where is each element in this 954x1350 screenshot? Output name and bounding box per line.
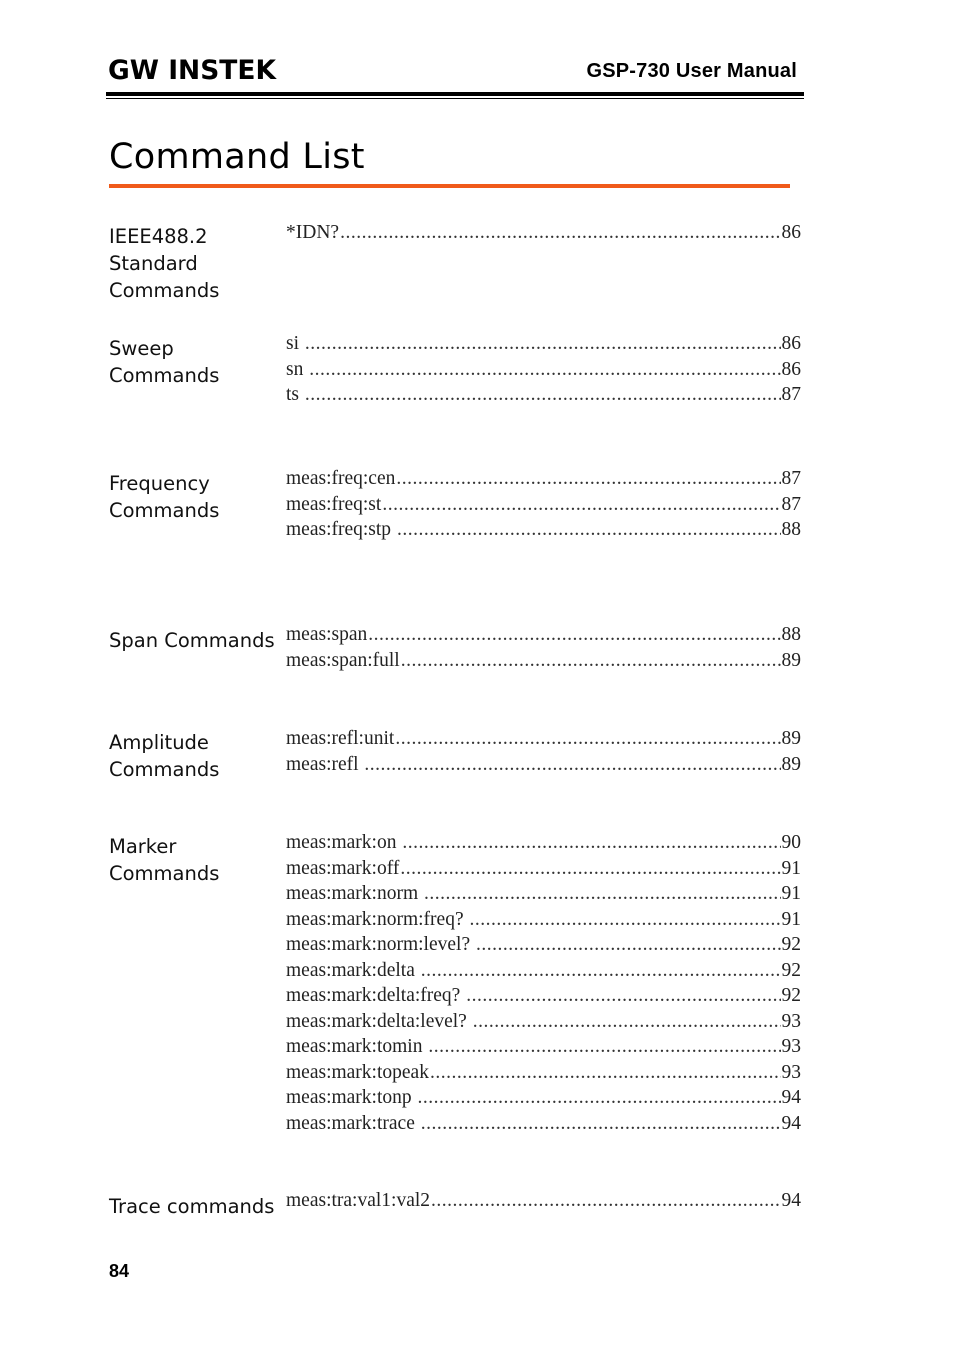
command-name: meas:mark:norm xyxy=(286,883,424,904)
command-name: meas:freq:cen xyxy=(286,468,396,489)
dot-leader xyxy=(430,1062,781,1084)
toc-entry[interactable] xyxy=(286,985,801,1011)
page-reference: 91 xyxy=(781,883,801,904)
command-name: meas:mark:tomin xyxy=(286,1036,428,1057)
command-name: meas:mark:topeak xyxy=(286,1061,429,1083)
toc-entry[interactable] xyxy=(286,728,801,754)
toc-entry[interactable] xyxy=(286,1011,801,1037)
entry-list-sweep xyxy=(286,333,801,410)
page-reference: 89 xyxy=(781,728,801,749)
command-name: sn xyxy=(286,358,309,380)
toc-entry[interactable] xyxy=(286,934,801,960)
command-name: meas:mark:trace xyxy=(286,1112,420,1134)
command-name: meas:mark:on xyxy=(286,832,402,853)
command-name: meas:tra:val1:val2 xyxy=(286,1190,431,1211)
page-reference: 86 xyxy=(781,333,801,354)
command-name: *IDN? xyxy=(286,222,340,243)
dot-leader xyxy=(382,494,780,516)
page-reference: 87 xyxy=(781,384,801,405)
dot-leader xyxy=(473,1011,781,1033)
toc-entry[interactable] xyxy=(286,1087,801,1113)
group-label-frequency: Frequency Commands xyxy=(109,472,220,522)
dot-leader xyxy=(400,858,780,880)
toc-entry[interactable] xyxy=(286,494,801,520)
toc-entry[interactable] xyxy=(286,1036,801,1062)
gw-instek-logo xyxy=(108,54,278,84)
dot-leader xyxy=(424,883,780,905)
page-reference: 94 xyxy=(781,1190,801,1211)
toc-entry[interactable] xyxy=(286,359,801,385)
page-reference: 87 xyxy=(781,493,801,515)
page-reference: 87 xyxy=(781,468,801,489)
toc-entry[interactable] xyxy=(286,858,801,884)
toc-entry[interactable] xyxy=(286,650,801,676)
dot-leader xyxy=(305,384,781,406)
page-reference: 92 xyxy=(781,985,801,1006)
group-label-ieee: IEEE488.2 Standard Commands xyxy=(109,225,220,302)
dot-leader xyxy=(476,934,781,956)
command-name: meas:freq:st xyxy=(286,493,382,515)
dot-leader xyxy=(368,624,780,646)
entry-list-trace xyxy=(286,1190,801,1216)
dot-leader xyxy=(395,728,780,750)
dot-leader xyxy=(466,985,780,1007)
dot-leader xyxy=(418,1087,781,1109)
dot-leader xyxy=(364,754,780,776)
manual-title: GSP-730 User Manual xyxy=(586,60,797,82)
page-reference: 88 xyxy=(781,624,801,645)
command-name: meas:refl xyxy=(286,753,364,775)
dot-leader xyxy=(402,832,780,854)
header-rule-thick xyxy=(106,92,804,96)
group-label-sweep: Sweep Commands xyxy=(109,337,220,387)
page-reference: 93 xyxy=(781,1010,801,1032)
toc-entry[interactable] xyxy=(286,519,801,545)
page-number: 84 xyxy=(109,1261,130,1281)
dot-leader xyxy=(469,909,780,931)
header-rule-thin xyxy=(106,98,804,99)
command-name: ts xyxy=(286,384,304,405)
page-reference: 93 xyxy=(781,1036,801,1057)
page-reference: 91 xyxy=(781,908,801,930)
group-label-trace: Trace commands xyxy=(109,1195,275,1218)
toc-entry[interactable] xyxy=(286,384,801,410)
dot-leader xyxy=(401,650,781,672)
toc-entry[interactable] xyxy=(286,1113,801,1139)
command-name: meas:span:full xyxy=(286,649,400,671)
page-reference: 94 xyxy=(781,1087,801,1108)
page-reference: 92 xyxy=(781,959,801,981)
group-label-span: Span Commands xyxy=(109,629,275,652)
entry-list-amplitude xyxy=(286,728,801,779)
dot-leader xyxy=(431,1190,780,1212)
command-name: meas:mark:norm:level? xyxy=(286,934,475,955)
page-reference: 89 xyxy=(781,753,801,775)
page-reference: 92 xyxy=(781,934,801,955)
toc-entry[interactable] xyxy=(286,883,801,909)
command-name: meas:mark:delta:freq? xyxy=(286,985,466,1006)
dot-leader xyxy=(421,1113,781,1135)
page-reference: 88 xyxy=(781,519,801,540)
page-reference: 94 xyxy=(781,1112,801,1134)
page-reference: 90 xyxy=(781,832,801,853)
toc-entry[interactable] xyxy=(286,960,801,986)
dot-leader xyxy=(428,1036,780,1058)
toc-entry[interactable] xyxy=(286,333,801,359)
page-reference: 86 xyxy=(781,222,801,243)
dot-leader xyxy=(396,468,780,490)
title-underline xyxy=(109,184,790,188)
toc-entry[interactable] xyxy=(286,909,801,935)
command-name: meas:mark:tonp xyxy=(286,1087,417,1108)
dot-leader xyxy=(305,333,781,355)
logo-mark xyxy=(108,54,278,84)
entry-list-marker xyxy=(286,832,801,1138)
dot-leader xyxy=(309,359,780,381)
command-name: meas:refl:unit xyxy=(286,728,395,749)
toc-entry[interactable] xyxy=(286,832,801,858)
toc-entry[interactable] xyxy=(286,468,801,494)
command-name: meas:mark:off xyxy=(286,857,400,879)
group-label-amplitude: Amplitude Commands xyxy=(109,731,220,781)
entry-list-frequency xyxy=(286,468,801,545)
page-reference: 91 xyxy=(781,857,801,879)
toc-entry[interactable] xyxy=(286,624,801,650)
page-reference: 93 xyxy=(781,1061,801,1083)
group-label-marker: Marker Commands xyxy=(109,835,220,885)
command-name: meas:freq:stp xyxy=(286,519,396,540)
toc-entry[interactable] xyxy=(286,754,801,780)
entry-list-ieee xyxy=(286,222,801,248)
dot-leader xyxy=(421,960,781,982)
dot-leader xyxy=(397,519,781,541)
page-reference: 89 xyxy=(781,649,801,671)
toc-entry[interactable] xyxy=(286,1190,801,1216)
toc-entry[interactable] xyxy=(286,1062,801,1088)
command-name: meas:mark:norm:freq? xyxy=(286,908,469,930)
command-name: si xyxy=(286,333,304,354)
page-reference: 86 xyxy=(781,358,801,380)
entry-list-span xyxy=(286,624,801,675)
dot-leader xyxy=(340,222,780,244)
svg-text:GW INSTEK: GW INSTEK xyxy=(108,55,278,84)
command-name: meas:mark:delta xyxy=(286,959,420,981)
command-name: meas:mark:delta:level? xyxy=(286,1010,472,1032)
command-name: meas:span xyxy=(286,624,368,645)
page-title: Command List xyxy=(109,137,365,177)
toc-entry[interactable] xyxy=(286,222,801,248)
